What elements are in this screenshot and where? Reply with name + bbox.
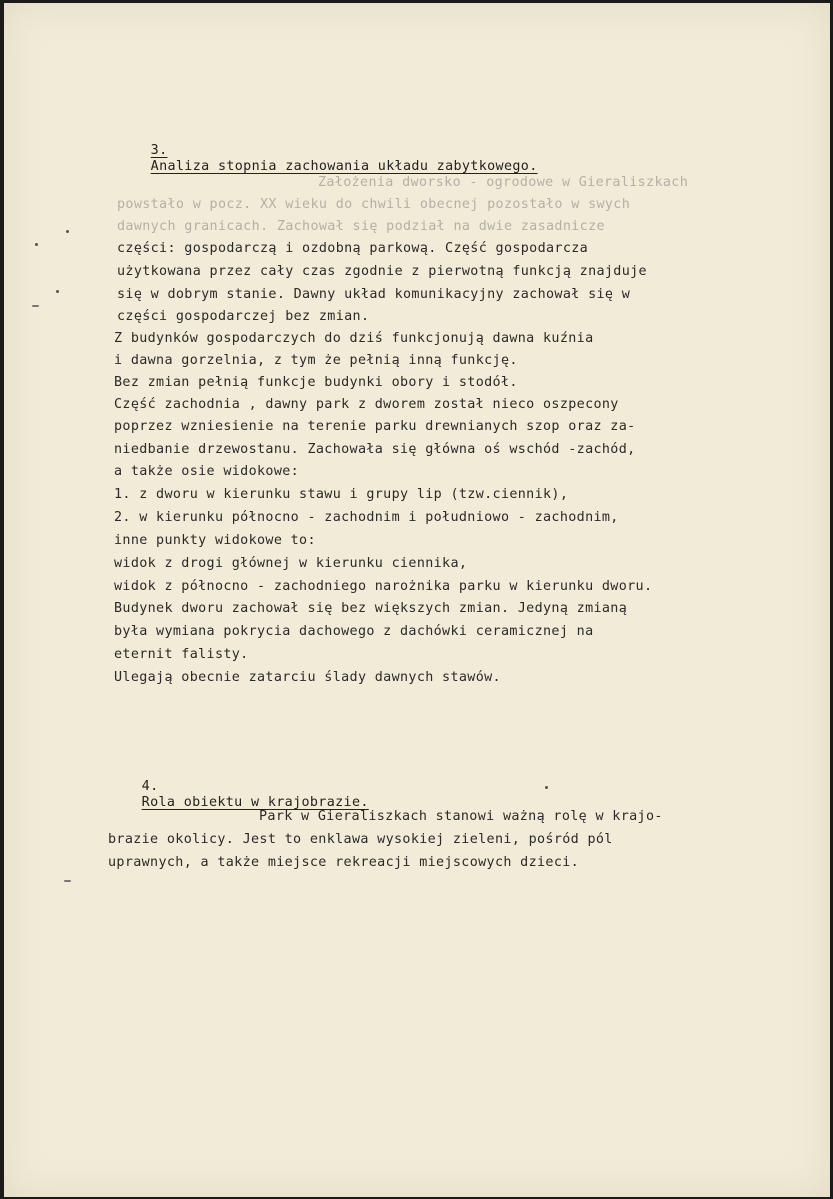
scan-speck <box>35 243 38 246</box>
document-page <box>4 3 830 1197</box>
section-4-title: Rola obiektu w krajobrazie. <box>141 795 369 810</box>
section-3-line: Ulegają obecnie zatarciu ślady dawnych stawów. <box>114 670 501 685</box>
section-3-line: Założenia dworsko - ogrodowe w Gieraliszkach <box>318 175 689 190</box>
section-3-line: widok z drogi głównej w kierunku ciennika, <box>114 556 468 571</box>
section-3-line: Część zachodnia , dawny park z dworem został nieco oszpecony <box>114 397 619 412</box>
section-3-line: Budynek dworu zachował się bez większych zmian. Jedyną zmianą <box>114 601 628 616</box>
section-3-line: 2. w kierunku północno - zachodnim i południowo - zachodnim, <box>114 510 619 525</box>
section-4-line: Park w Gieraliszkach stanowi ważną rolę w krajo- <box>259 809 663 824</box>
scan-speck <box>32 305 39 307</box>
section-3-line: niedbanie drzewostanu. Zachowała się główna oś wschód -zachód, <box>114 442 636 457</box>
section-3-line: Z budynków gospodarczych do dziś funkcjonują dawna kuźnia <box>114 331 594 346</box>
scan-speck <box>56 290 59 293</box>
section-3-number: 3. <box>150 143 168 158</box>
section-3-line: powstało w pocz. XX wieku do chwili obecnej pozostało w swych <box>117 197 631 212</box>
section-4-line: uprawnych, a także miejsce rekreacji miejscowych dzieci. <box>108 855 580 870</box>
scan-speck <box>64 880 71 882</box>
section-3-line: dawnych granicach. Zachował się podział na dwie zasadnicze <box>117 219 605 234</box>
section-4-number: 4. <box>141 779 159 794</box>
section-3-line: i dawna gorzelnia, z tym że pełnią inną funkcję. <box>114 353 518 368</box>
section-4-line: brazie okolicy. Jest to enklawa wysokiej zieleni, pośród pól <box>108 832 613 847</box>
scan-speck <box>545 786 548 789</box>
section-3-line: poprzez wzniesienie na terenie parku drewnianych szop oraz za- <box>114 419 636 434</box>
section-3-line: użytkowana przez cały czas zgodnie z pierwotną funkcją znajduje <box>117 264 647 279</box>
section-3-line: inne punkty widokowe to: <box>114 533 316 548</box>
section-3-line: była wymiana pokrycia dachowego z dachówki ceramicznej na <box>114 624 594 639</box>
section-3-line: się w dobrym stanie. Dawny układ komunikacyjny zachował się w <box>117 287 631 302</box>
section-3-title: Analiza stopnia zachowania układu zabytkowego. <box>150 159 538 174</box>
section-3-line: Bez zmian pełnią funkcje budynki obory i stodół. <box>114 375 518 390</box>
scan-speck <box>66 230 69 233</box>
section-3-line: a także osie widokowe: <box>114 464 300 479</box>
section-3-line: 1. z dworu w kierunku stawu i grupy lip (tzw.ciennik), <box>114 487 569 502</box>
section-3-line: części gospodarczej bez zmian. <box>117 309 370 324</box>
section-3-line: eternit falisty. <box>114 647 249 662</box>
section-3-line: widok z północno - zachodniego narożnika parku w kierunku dworu. <box>114 579 653 594</box>
section-3-line: części: gospodarczą i ozdobną parkową. Część gospodarcza <box>117 241 589 256</box>
